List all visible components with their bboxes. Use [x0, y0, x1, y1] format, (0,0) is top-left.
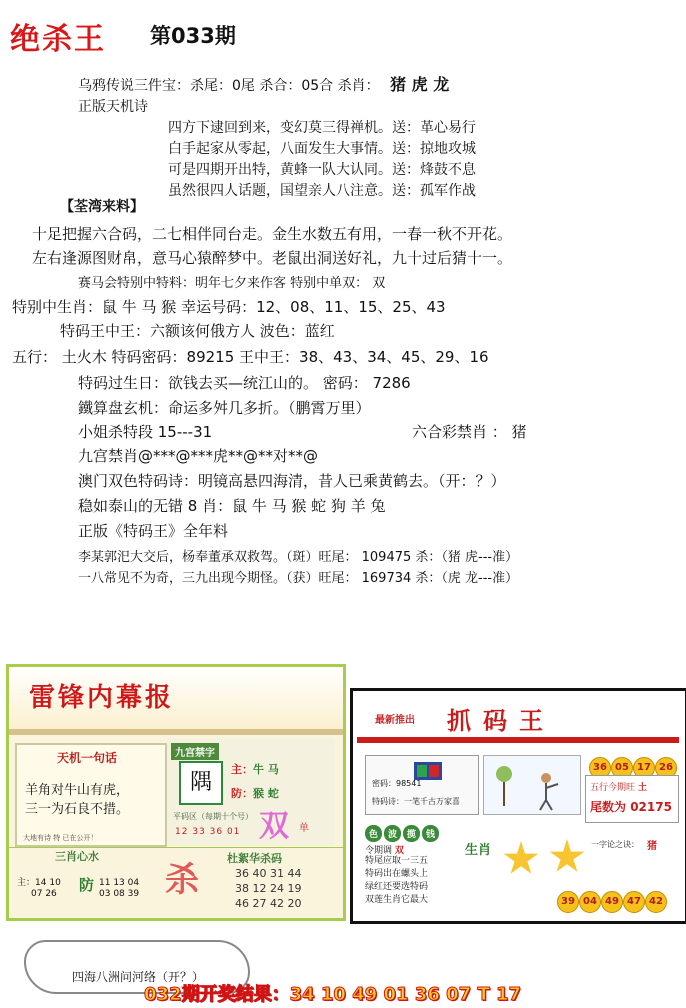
tianji-line: 三一为石良不措。	[25, 802, 130, 817]
verse-line: 左右逢源图财帛，意马心猿醉梦中。老鼠出洞送好礼，九十过后猜十一。	[32, 249, 513, 267]
double-char: 双	[259, 809, 289, 844]
guard-label: 防：	[231, 787, 253, 800]
flat-code-label: 平码区（每期十个号）	[173, 812, 253, 821]
page-title: 绝杀王	[10, 22, 106, 57]
scene-image	[483, 755, 581, 815]
poem-heading: 正版天机诗	[78, 99, 148, 115]
poem-value: 一笔千古万家喜	[404, 797, 460, 806]
three-zodiac-heading: 三肖心水	[55, 850, 99, 863]
poem-block	[168, 118, 476, 202]
source-heading: 【荃湾来料】	[60, 199, 144, 215]
main-number-row: 14 10	[35, 878, 61, 888]
leifeng-poster	[6, 664, 346, 850]
period-value: 双	[394, 846, 404, 856]
cloud-text: 四海八洲问河络（开？）	[72, 970, 205, 984]
annual-heading: 正版《特码王》全年料	[78, 522, 229, 540]
single-char: 单	[299, 823, 309, 834]
nine-palace-tag: 九宫禁字	[171, 743, 219, 760]
poster-band	[9, 729, 343, 735]
lady-line: 小姐杀特段 15---31	[78, 423, 213, 441]
tail-line	[590, 798, 672, 815]
scene-drawing-icon	[484, 756, 580, 814]
special-zodiac-line: 特别中生肖：鼠 牛 马 猴 幸运号码：12、08、11、15、25、43	[12, 298, 446, 316]
kill-number-row: 36 40 31 44	[235, 867, 302, 880]
kill-code-heading: 杜絮华杀码	[227, 852, 282, 865]
number-ball: 47	[623, 891, 645, 913]
password-label: 密码：	[372, 779, 396, 788]
poem-line: 四方下逮回到来，变幻莫三得禅机。送：革心易行	[168, 120, 476, 136]
tail-label: 尾数为	[590, 800, 627, 814]
element-value: 土	[637, 783, 647, 793]
forbidden-zodiac: 六合彩禁肖 ： 猪	[412, 423, 527, 441]
number-ball: 26	[655, 757, 677, 779]
one-word-label: 一字论之诀：	[591, 840, 639, 849]
number-ball: 49	[601, 891, 623, 913]
verse-block	[32, 222, 512, 270]
nine-palace-box	[167, 739, 335, 845]
guard-numbers	[99, 878, 139, 900]
number-ball: 42	[645, 891, 667, 913]
guard-value: 猴 蛇	[253, 787, 279, 800]
new-tag: 最新推出	[375, 715, 415, 726]
crow-line	[78, 72, 449, 95]
number-ball: 04	[579, 891, 601, 913]
zhuama-verse	[365, 855, 428, 907]
kill-char: 杀	[165, 860, 199, 900]
tianji-text	[25, 781, 129, 819]
main-number-row: 07 26	[31, 889, 57, 899]
number-ball: 36	[589, 757, 611, 779]
five-elements-box	[585, 775, 679, 823]
password-value: 98541	[396, 779, 422, 788]
draw-result: 032期开奖结果：34 10 49 01 36 07 T 17	[144, 984, 522, 1005]
guard-char: 防	[79, 876, 95, 894]
main-value: 牛 马	[253, 763, 279, 776]
tag-bo: 波	[384, 825, 401, 842]
poem-label: 特码诗：	[372, 797, 404, 806]
tag-lan: 揽	[403, 825, 420, 842]
poster-header	[9, 667, 343, 729]
kill-number-row: 46 27 42 20	[235, 897, 302, 910]
nine-palace-line: 九宫禁肖@***@***虎**@**对**@	[78, 447, 319, 465]
zodiac-label: 生肖	[465, 843, 492, 858]
zhuama-verse-line: 双莲生肖它最大	[365, 895, 429, 905]
tag-se: 色	[365, 825, 382, 842]
zhuama-verse-line: 特尾应取一三五	[365, 856, 429, 866]
issue-number: 第033期	[150, 24, 236, 48]
crow-zodiac: 猪 虎 龙	[390, 75, 450, 94]
macau-poem-line: 澳门双色特码诗：明镜高悬四海清，昔人已乘黄鹤去。（开：？）	[78, 472, 506, 490]
tag-qian: 钱	[422, 825, 439, 842]
number-ball: 05	[611, 757, 633, 779]
star-icon	[549, 839, 585, 875]
abacus-line: 鐵算盘玄机：命运多舛几多折。（鹏霄万里）	[78, 399, 371, 417]
horse-line: 赛马会特别中特料：明年七夕来作客 特别中单双： 双	[78, 276, 386, 291]
king-line: 特码王中王：六额该何俄方人 波色：蓝红	[60, 322, 335, 340]
tail-value: 02175	[630, 800, 672, 814]
main-numbers: 主：14 10 07 26	[17, 878, 61, 899]
poem-line	[372, 796, 460, 807]
zhuama-poster	[350, 688, 686, 924]
number-ball: 17	[633, 757, 655, 779]
zhuama-title: 抓码王	[447, 706, 555, 735]
star-icon	[503, 841, 539, 877]
birthday-line: 特码过生日：欲钱去买—统江山的。 密码： 7286	[78, 374, 411, 392]
zhuama-verse-line: 特码出在螺头上	[365, 869, 429, 879]
password-box	[365, 755, 479, 815]
password-line	[372, 778, 421, 789]
guard-number-row: 03 08 39	[99, 889, 140, 899]
five-elements-line: 五行： 土火木 特码密码：89215 王中王：38、43、34、45、29、16	[12, 348, 489, 366]
kill-number-row: 38 12 24 19	[235, 882, 302, 895]
title-bar	[357, 737, 679, 743]
one-word-value: 猪	[647, 841, 657, 852]
kill-code-numbers	[235, 866, 301, 911]
main-zodiac	[231, 761, 279, 801]
tianji-foot: 大地有诗 特 已在公开！	[23, 834, 98, 842]
poem-line: 白手起家从零起，八面发生大事情。送：掠地攻城	[168, 141, 476, 157]
poem-line: 虽然很四人话题，国望亲人八注意。送：孤军作战	[168, 183, 476, 199]
tianji-line: 羊角对牛山有虎，	[25, 783, 130, 798]
tab-row	[365, 825, 441, 842]
main-label: 主：	[231, 763, 253, 776]
element-line	[590, 780, 647, 793]
verse-line: 十足把握六合码，二七相伴同台走。金生水数五有用，一春一秋不开花。	[32, 225, 513, 243]
eight-zodiac-line: 稳如泰山的无错 8 肖：鼠 牛 马 猴 蛇 狗 羊 兔	[78, 497, 386, 515]
number-ball: 39	[557, 891, 579, 913]
flat-code-numbers: 12 33 36 01	[175, 827, 241, 837]
element-label: 五行今期旺	[590, 783, 636, 793]
tianji-box	[15, 743, 167, 847]
poem-line: 可是四期开出特，黄蜂一队大认同。送：烽鼓不息	[168, 162, 476, 178]
main-numbers-label: 主	[17, 878, 27, 888]
zhuama-verse-line: 绿红还要选特码	[365, 882, 429, 892]
history-line: 李某郭汜大交后，杨奉董承双救驾。（斑）旺尾： 109475 杀：（猪 虎---准）	[78, 550, 519, 565]
period-label: 令期调	[365, 846, 393, 856]
tianji-heading: 天机一句话	[57, 751, 118, 765]
nine-palace-char: 隅	[179, 761, 223, 805]
crow-line-text: 乌鸦传说三件宝：杀尾：0尾 杀合：05合 杀肖：	[78, 78, 380, 94]
history-line: 一八常见不为奇，三九出现今期怪。（获）旺尾： 169734 杀：（虎 龙---准）	[78, 571, 519, 586]
guard-number-row: 11 13 04	[99, 878, 140, 888]
poster-title: 雷锋内幕报	[29, 683, 175, 713]
leifeng-poster-lower	[6, 848, 346, 921]
